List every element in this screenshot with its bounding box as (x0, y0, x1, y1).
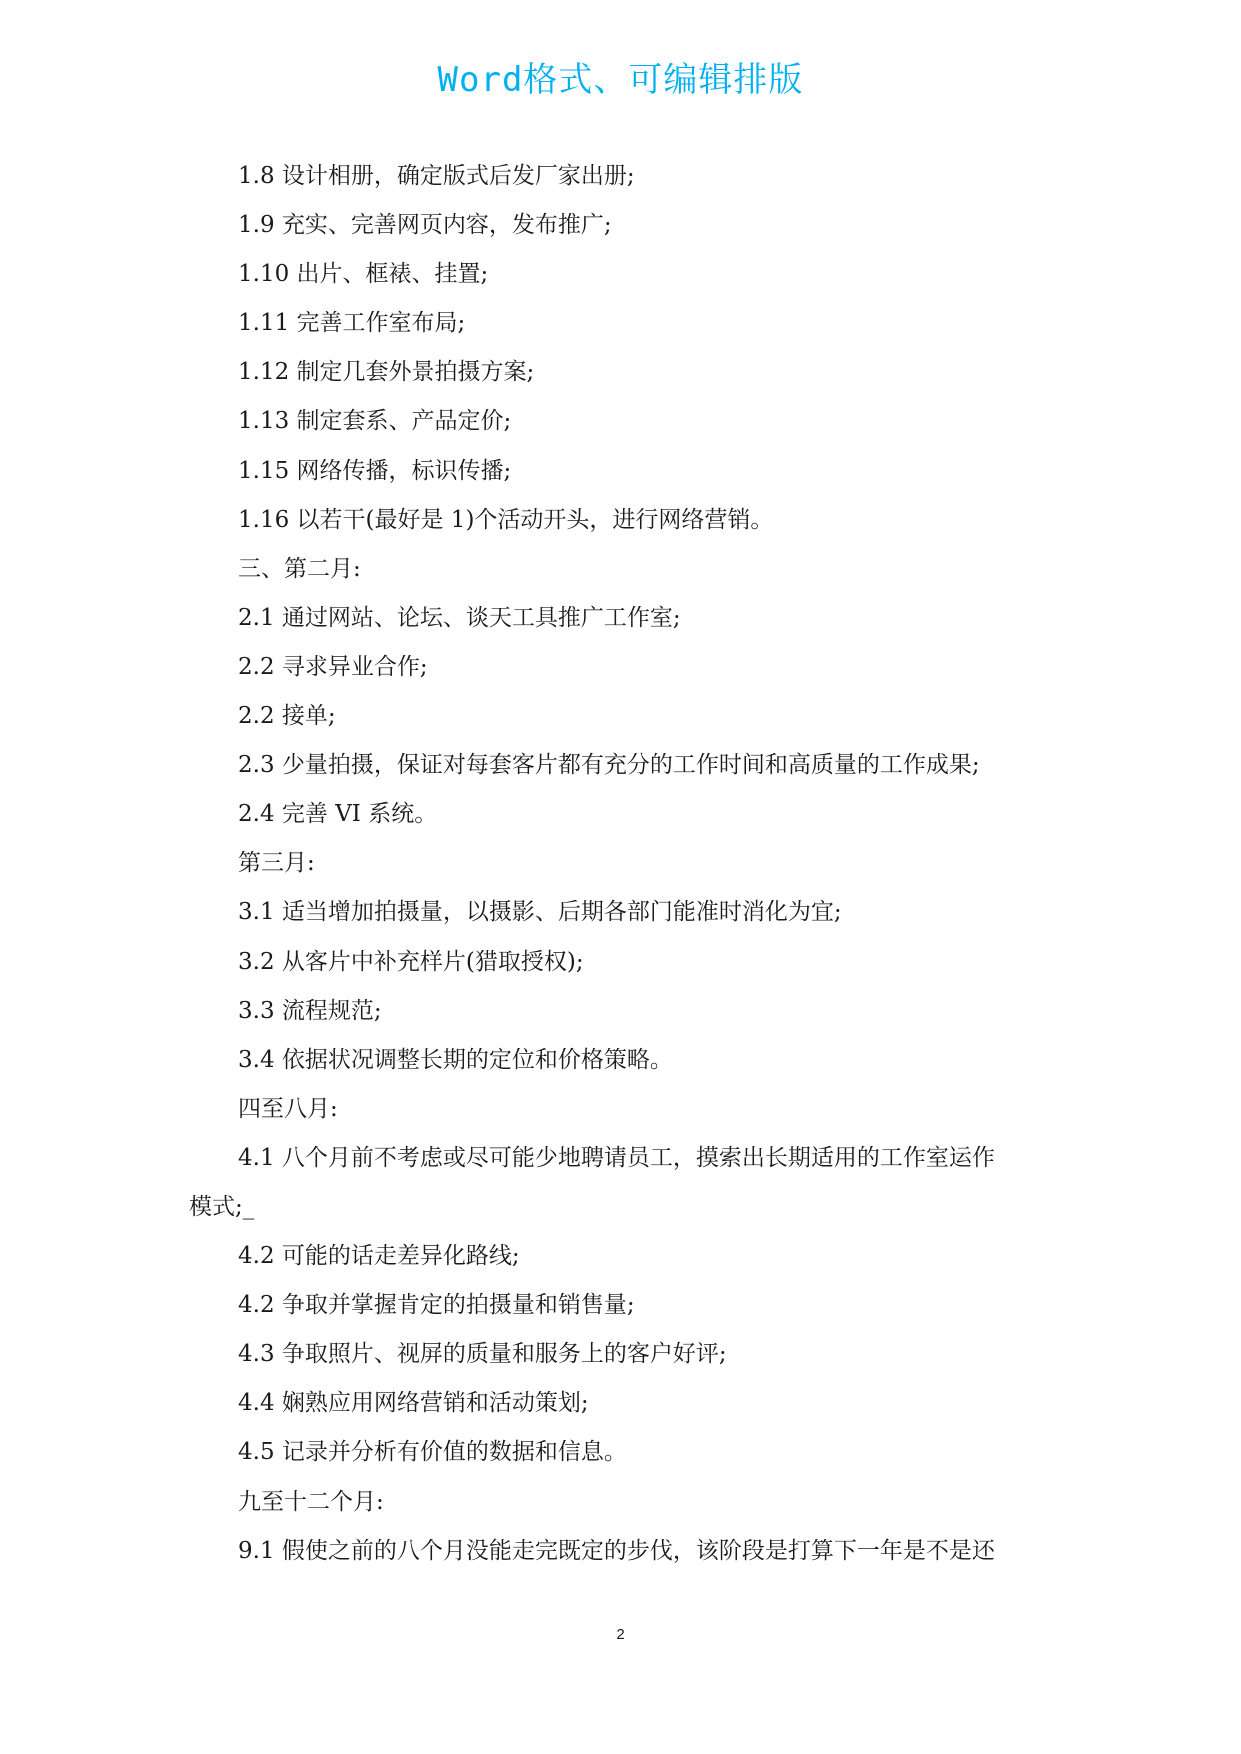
body-text-line: 1.12 制定几套外景拍摄方案; (238, 359, 535, 386)
body-text-line: 1.10 出片、框裱、挂置; (238, 261, 489, 288)
body-text-line: 四至八月: (238, 1095, 338, 1122)
page-header-title: Word格式、可编辑排版 (437, 60, 804, 100)
body-text-line: 1.16 以若干(最好是 1)个活动开头，进行网络营销。 (238, 506, 774, 533)
page-number: 2 (616, 1626, 625, 1643)
body-text-line: 4.5 记录并分析有价值的数据和信息。 (238, 1439, 627, 1466)
body-text-line: 9.1 假使之前的八个月没能走完既定的步伐，该阶段是打算下一年是不是还 (238, 1537, 995, 1564)
body-text-line: 1.11 完善工作室布局; (238, 310, 466, 337)
body-text-line: 1.15 网络传播，标识传播; (238, 457, 512, 484)
body-text-line: 3.4 依据状况调整长期的定位和价格策略。 (238, 1046, 673, 1073)
body-text-line: 2.2 寻求异业合作; (238, 653, 428, 680)
body-text-line: 4.2 可能的话走差异化路线; (238, 1243, 520, 1270)
body-text-line: 2.2 接单; (238, 703, 336, 730)
body-text-line: 1.13 制定套系、产品定价; (238, 408, 512, 435)
body-text-line: 1.9 充实、完善网页内容，发布推广; (238, 212, 612, 239)
body-text-line: 2.4 完善 VI 系统。 (238, 801, 438, 828)
body-text-line: 4.2 争取并掌握肯定的拍摄量和销售量; (238, 1292, 635, 1319)
document-body (189, 152, 1054, 1576)
body-text-line: 4.1 八个月前不考虑或尽可能少地聘请员工，摸索出长期适用的工作室运作 (238, 1144, 995, 1171)
body-text-line: 模式;_ (189, 1193, 255, 1220)
body-text-line: 三、第二月: (238, 555, 361, 582)
body-text-line: 2.3 少量拍摄，保证对每套客片都有充分的工作时间和高质量的工作成果; (238, 752, 980, 779)
body-text-line: 九至十二个月: (238, 1488, 384, 1515)
body-text-line: 4.3 争取照片、视屏的质量和服务上的客户好评; (238, 1341, 727, 1368)
body-text-line: 1.8 设计相册，确定版式后发厂家出册; (238, 163, 635, 189)
body-text-line: 3.2 从客片中补充样片(猎取授权); (238, 948, 584, 975)
body-text-line: 2.1 通过网站、论坛、谈天工具推广工作室; (238, 604, 681, 631)
body-text-line: 3.1 适当增加拍摄量，以摄影、后期各部门能准时消化为宜; (238, 899, 842, 926)
body-text-line: 4.4 娴熟应用网络营销和活动策划; (238, 1390, 589, 1417)
body-text-line: 3.3 流程规范; (238, 997, 382, 1024)
body-text-line: 第三月: (238, 850, 315, 877)
